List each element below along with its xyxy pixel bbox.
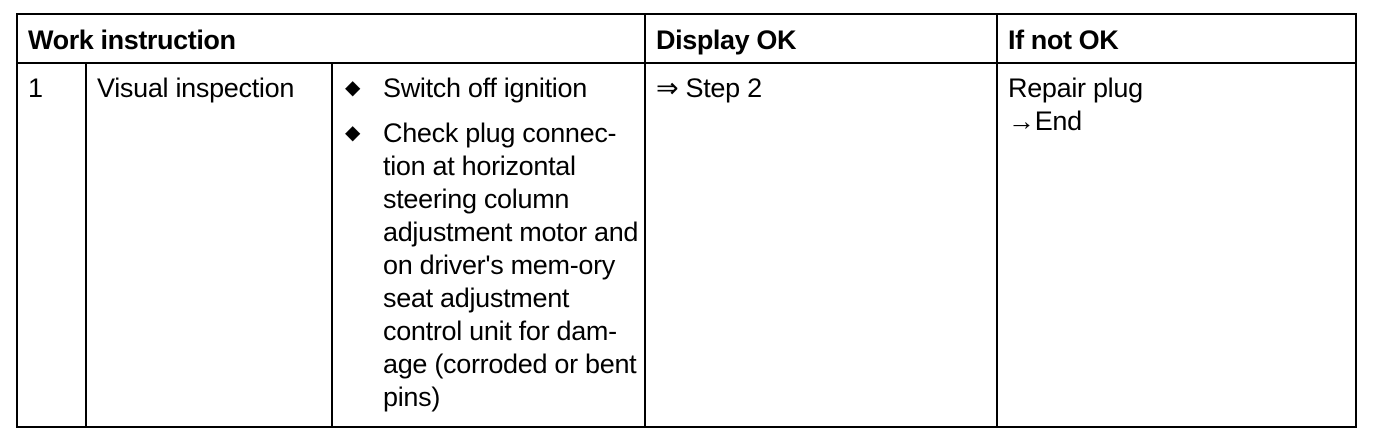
header-if-not-ok: If not OK: [997, 14, 1356, 63]
step-number: 1: [17, 63, 86, 427]
display-ok-cell: ⇒ Step 2: [645, 63, 997, 427]
instruction-text: Check plug connec-tion at horizontal steering column adjustment motor and on driver's mem-ory seat adjustment control unit for dam-age (corroded or bent pins): [383, 118, 639, 412]
header-work-instruction: Work instruction: [17, 14, 645, 63]
if-not-ok-next: →End: [1008, 106, 1082, 136]
instruction-list: [343, 72, 644, 414]
table-header-row: [17, 14, 1356, 63]
instruction-cell: [332, 63, 645, 427]
if-not-ok-cell: [997, 63, 1356, 427]
instruction-item: [343, 72, 644, 105]
instruction-item: [343, 117, 644, 414]
if-not-ok-action: Repair plug: [1008, 73, 1143, 103]
instruction-text: Switch off ignition: [383, 73, 587, 103]
diamond-bullet-icon: ◆: [345, 122, 361, 144]
step-title: Visual inspection: [86, 63, 332, 427]
diamond-bullet-icon: ◆: [345, 77, 361, 99]
work-instruction-table: [16, 13, 1357, 428]
table-row: [17, 63, 1356, 427]
header-display-ok: Display OK: [645, 14, 997, 63]
